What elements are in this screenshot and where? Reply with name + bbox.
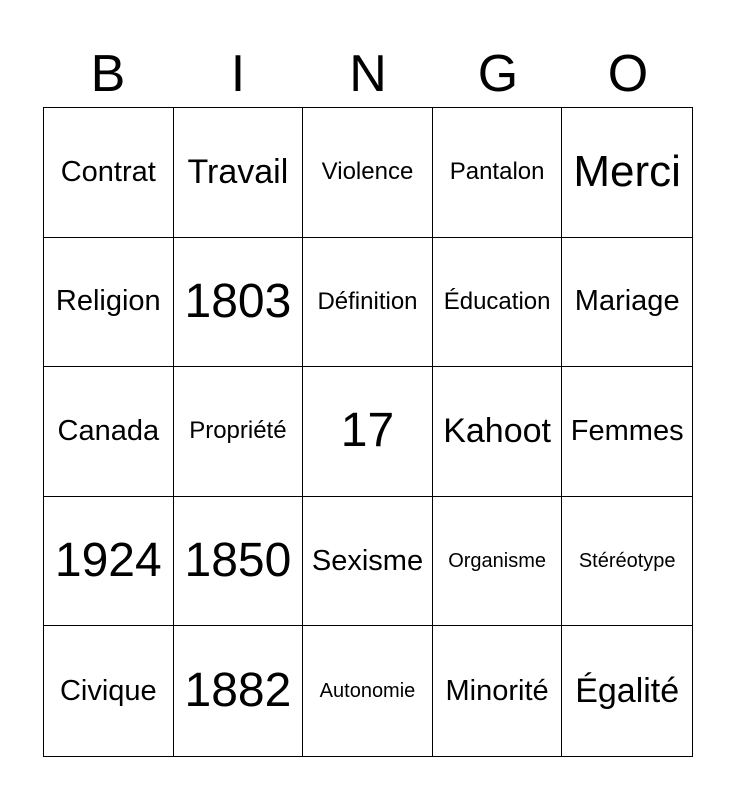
bingo-cell[interactable]: Organisme: [433, 497, 563, 627]
bingo-cell[interactable]: Définition: [303, 238, 433, 368]
bingo-cell[interactable]: Civique: [44, 626, 174, 756]
bingo-cell[interactable]: Religion: [44, 238, 174, 368]
bingo-cell[interactable]: 1924: [44, 497, 174, 627]
header-letter-o: O: [607, 45, 649, 103]
bingo-cell[interactable]: Stéréotype: [562, 497, 692, 627]
bingo-cell[interactable]: Éducation: [433, 238, 563, 368]
bingo-cell[interactable]: 1882: [174, 626, 304, 756]
bingo-cell[interactable]: Merci: [562, 108, 692, 238]
bingo-cell[interactable]: Autonomie: [303, 626, 433, 756]
bingo-cell[interactable]: Travail: [174, 108, 304, 238]
bingo-header: [43, 40, 693, 108]
bingo-cell[interactable]: 1803: [174, 238, 304, 368]
bingo-cell[interactable]: Minorité: [433, 626, 563, 756]
bingo-cell[interactable]: Pantalon: [433, 108, 563, 238]
bingo-cell[interactable]: Violence: [303, 108, 433, 238]
bingo-board: [43, 107, 693, 757]
bingo-cell[interactable]: Égalité: [575, 672, 680, 711]
header-letter-n: N: [349, 45, 387, 103]
bingo-cell[interactable]: Kahoot: [433, 367, 563, 497]
bingo-cell[interactable]: Propriété: [174, 367, 304, 497]
header-letter-g: G: [477, 45, 519, 103]
bingo-cell[interactable]: Mariage: [562, 238, 692, 368]
bingo-cell[interactable]: Femmes: [562, 367, 692, 497]
bingo-cell[interactable]: 1850: [174, 497, 304, 627]
bingo-cell[interactable]: Contrat: [44, 108, 174, 238]
header-letter-i: I: [230, 45, 246, 103]
header-letter-b: B: [90, 45, 126, 103]
bingo-cell[interactable]: Sexisme: [303, 497, 433, 627]
bingo-cell-free[interactable]: 17: [303, 367, 433, 497]
bingo-cell[interactable]: Canada: [44, 367, 174, 497]
